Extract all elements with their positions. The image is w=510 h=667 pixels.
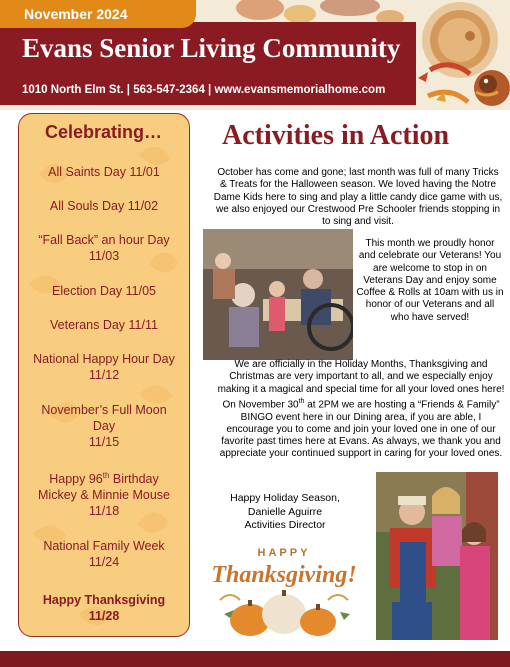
svg-text:HAPPY: HAPPY [257,547,311,559]
activity-photo [203,229,353,360]
veterans-paragraph: This month we proudly honor and celebrate our Veterans! You are welcome to stop in on Veterans Day and enjoy some Coffee & Rolls at 10am with us in honor of our Veterans and all who have served! [356,238,504,323]
event-item: All Souls Day 11/02 [49,199,159,213]
event-birthday-suffix: Birthday [109,472,159,487]
celebrating-panel [18,113,190,637]
event-item: Veterans Day 11/11 [50,318,158,332]
event-item: All Saints Day 11/01 [48,165,160,179]
newsletter-month: November 2024 [24,6,128,22]
family-photo [376,472,498,640]
event-item: National Family Week 11/24 [43,539,165,569]
month-tab [0,0,196,28]
activities-heading: Activities in Action [222,120,450,151]
event-birthday-prefix: Happy 96 [49,472,103,487]
signature-block: Happy Holiday Season, Danielle Aguirre Activities Director [230,492,340,531]
october-recap-paragraph: October has come and gone; last month was full of many Tricks & Treats for the Halloween season. We loved having the Notre Dame Kids here to sing and play a little candy dice game with us, we also enjoyed our Crestwood Pre Schooler friends stopping in to sing and visit. [213,167,503,228]
header-banner [0,0,510,110]
event-item: November’s Full Moon Day 11/15 [41,403,167,449]
happy-thanksgiving-art [210,542,358,642]
event-item-highlight: Happy Thanksgiving 11/28 [42,593,166,623]
event-item: Happy 96th Birthday Mickey & Minnie Mouse 11/18 [38,471,170,519]
contact-line: 1010 North Elm St. | 563-547-2364 | www.evansmemorialhome.com [22,84,386,96]
holiday-paragraph: We are officially in the Holiday Months, Thanksgiving and Christmas are very important to all, and we especially enjoy making it a magical and special time for all your loved ones here! On November 30th at 2PM we are hosting a “Friends & Family” BINGO event here in our Dining area, if you are able, I encourage you to come and join your loved one in one of our favorite past times here at Evans. As always, we thank you and appreciate your continued support in caring for your loved ones. [217,359,505,460]
event-item: “Fall Back” an hour Day 11/03 [38,233,170,263]
footer-bar [0,651,510,667]
celebrating-heading: Celebrating… [45,122,163,142]
newsletter-title: Evans Senior Living Community [22,33,401,63]
event-item: Election Day 11/05 [52,284,156,298]
event-item: National Happy Hour Day 11/12 [33,352,175,382]
svg-text:Thanksgiving!: Thanksgiving! [211,562,357,588]
